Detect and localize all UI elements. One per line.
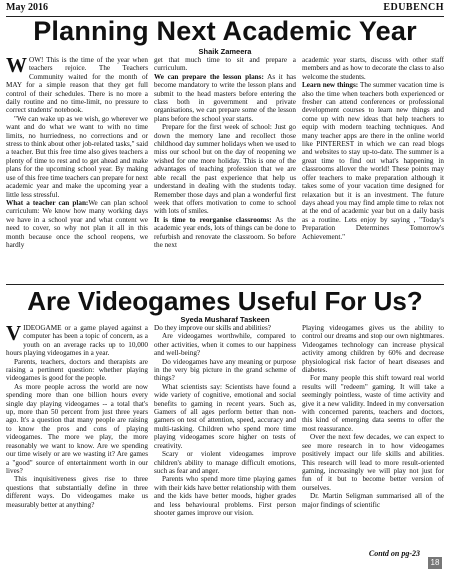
article1-author: Shaik Zameera bbox=[198, 47, 252, 56]
article1-paragraph bbox=[154, 216, 296, 250]
article2-paragraph: Playing videogames gives us the ability to control our dreams and stop our own nightmares. Videogames technology can increase physical activity among children by 60% and decrease physiological risk factor of heart diseases and diabetes. bbox=[302, 324, 444, 375]
article1-dropcap: W bbox=[6, 56, 27, 77]
article2-paragraph: Are videogames worthwhile, compared to other activities, when it comes to our happiness and well-being? bbox=[154, 332, 296, 358]
article1-paragraph bbox=[6, 199, 148, 249]
article2-dropcap: V bbox=[6, 324, 22, 345]
article1-paragraph: get that much time to sit and prepare a curriculum. bbox=[154, 56, 296, 73]
subheading: Learn new things: bbox=[302, 81, 359, 90]
article1-body bbox=[6, 56, 444, 282]
article1-title: Planning Next Academic Year bbox=[33, 16, 417, 46]
article1-paragraph bbox=[6, 56, 148, 115]
article2-paragraph: Scary or violent videogames improve children's ability to manage difficult emotions, such as fear and anger. bbox=[154, 450, 296, 475]
continued-note: Contd on pg-23 bbox=[368, 549, 420, 558]
article1-paragraph bbox=[154, 73, 296, 123]
article2-column-2 bbox=[154, 324, 296, 546]
page-header bbox=[6, 2, 444, 17]
article2-paragraph: As more people across the world are now spending more than one billion hours every single day playing videogames -- a total that's up, more than 50 percent from just three years ago. It's a question that many people are raising to know the pros and cons of playing videogames. The more we play, the more reasonably we want to know. Are we spending our time wisely or are we wasting it? Are games a "good" source of entertainment worth in our lives? bbox=[6, 382, 148, 475]
article1-text: We can plan school curriculum: We know how many working days we have in a school year and what content we need to cover, so why not plan it all in this month because once the school reopens, we hardly bbox=[6, 198, 148, 249]
article1-column-1 bbox=[6, 56, 148, 282]
article2-column-3 bbox=[302, 324, 444, 546]
article2-paragraph bbox=[6, 324, 148, 358]
article2-paragraph: For many people this shift toward real world results will "redeem" gaming. It will take a seemingly pointless, waste of time activity and give it a new validity. Indeed in my conversation with concerned parents, teachers and doctors, this kind of emerging data seems to offer the most reassurance. bbox=[302, 374, 444, 433]
article2-paragraph: Over the next few decades, we can expect to see more research in to how videogames positively impact our life skills and abilities. This research will lead to more result-oriented gaming, increasingly we will play not just for fun of it but to become better version of ourselves. bbox=[302, 433, 444, 492]
article2-paragraph: Do they improve our skills and abilities? bbox=[154, 324, 271, 332]
article2-author: Syeda Musharaf Taskeen bbox=[180, 315, 270, 324]
publication-name: EDUBENCH bbox=[383, 2, 444, 13]
article2-paragraph: Parents, teachers, doctors and therapists are raising a pertinent question: whether playing videogames is good for the people. bbox=[6, 357, 148, 383]
article2-paragraph: Dr. Martin Seligman summarised all of the major findings of scientific bbox=[302, 492, 444, 509]
article2-column-1 bbox=[6, 324, 148, 546]
article2-paragraph: Do videogames have any meaning or purpose in the very big picture in the grand scheme of things? bbox=[154, 357, 296, 383]
article1-text: OW! This is the time of the year when teachers rejoice. The Teachers Community waited for the month of MAY for a simple reason that they get full control of their schedules. There is no more a daily routine and no time-limit, no pressure to correct students' notebook. bbox=[6, 56, 148, 115]
article2-title: Are Videogames Useful For Us? bbox=[27, 286, 423, 316]
article2-paragraph: What scientists say: Scientists have found a wide variety of cognitive, emotional and social benefits to gaming in recent years. Such as, Gamers of all ages perform better than non-gamers on test of attention, speed, accuracy and multi-tasking. Children who spend more time playing videogames score higher on tests of creativity. bbox=[154, 382, 296, 450]
subheading: We can prepare the lesson plans: bbox=[154, 72, 264, 81]
section-divider bbox=[6, 284, 444, 285]
subheading: It is time to reorganise classrooms: bbox=[154, 215, 272, 224]
article2-body bbox=[6, 324, 444, 546]
article2-paragraph: Parents who spend more time playing games with their kids have better relationship with them and the kids have better moods, higher grades and less behavioural problems. First person shooter games improve our vision. bbox=[154, 475, 296, 517]
article1-paragraph: academic year starts, discuss with other staff members and as how to decorate the class to also welcome the students. bbox=[302, 56, 444, 81]
article1-text: As it has become mandatory to write the lesson plans and submit to the head masters before entering the class both in government and private organisations, we can prepare some of the lesson plans before the school year starts. bbox=[154, 72, 296, 123]
article1-column-2 bbox=[154, 56, 296, 282]
article1-paragraph: Prepare for the first week of school: Just go down the memory lane and recollect those childhood day summer holidays when we used to miss our school but on the day of reopening we wished for one more holiday. This is one of the advantages of teaching profession that we are able recall the past experience that help us understand in dealing with the students today. Remember those days and plan a wonderful first week that offers motivation to come to school with lots of smiles. bbox=[154, 123, 296, 216]
article1-text: The summer vacation time is also the time when teachers both experienced or fresher can attend conferences or professional development courses to learn new things and come up with new ideas that help teachers to equip with modern teaching techniques. And many teacher apps are there in the online world like PINTEREST in which we can read blogs and websites to stay up-to-date. The summer is a great time to find out what's happening in classrooms allover the world! These points may offer teachers to make preparation although it takes some of your vacation time designed for relaxation but it is an investment. The future days ahead you may find ample time to relax not at the end of academic year but on a daily basis as a routine. Lets enjoy by saying , "Today's Preparation Determines Tomorrow's Achievement." bbox=[302, 81, 444, 241]
article2-text: IDEOGAME or a game played against a computer has been a topic of concern, as a youth on an average racks up to 10,000 hours playing videogames in a year. bbox=[6, 324, 148, 358]
issue-date: May 2016 bbox=[6, 2, 48, 13]
article1-column-3 bbox=[302, 56, 444, 282]
subheading: What a teacher can plan: bbox=[6, 198, 89, 207]
article2-paragraph: This inquisitiveness gives rise to three questions that substantially define in three different ways. Do videogames make us measurably better at anything? bbox=[6, 475, 148, 509]
article1-paragraph bbox=[302, 81, 444, 241]
article1-text: As the academic year ends, lots of things can be done to refurbish and renovate the classroom. So before the next bbox=[154, 215, 296, 249]
page-number: 18 bbox=[428, 557, 442, 569]
article1-paragraph: "We can wake up as we wish, go wherever we want and do what we want to with no time limits, no hurriedness, no corrections and or stress to think about other job-related tasks," said a teacher. But this free time also gives teachers a plenty of time to rest and to get ahead and make plans for the upcoming school year. By making use of this free time teachers can prepare for next academic year and make the upcoming year a little less stressful. bbox=[6, 114, 148, 199]
